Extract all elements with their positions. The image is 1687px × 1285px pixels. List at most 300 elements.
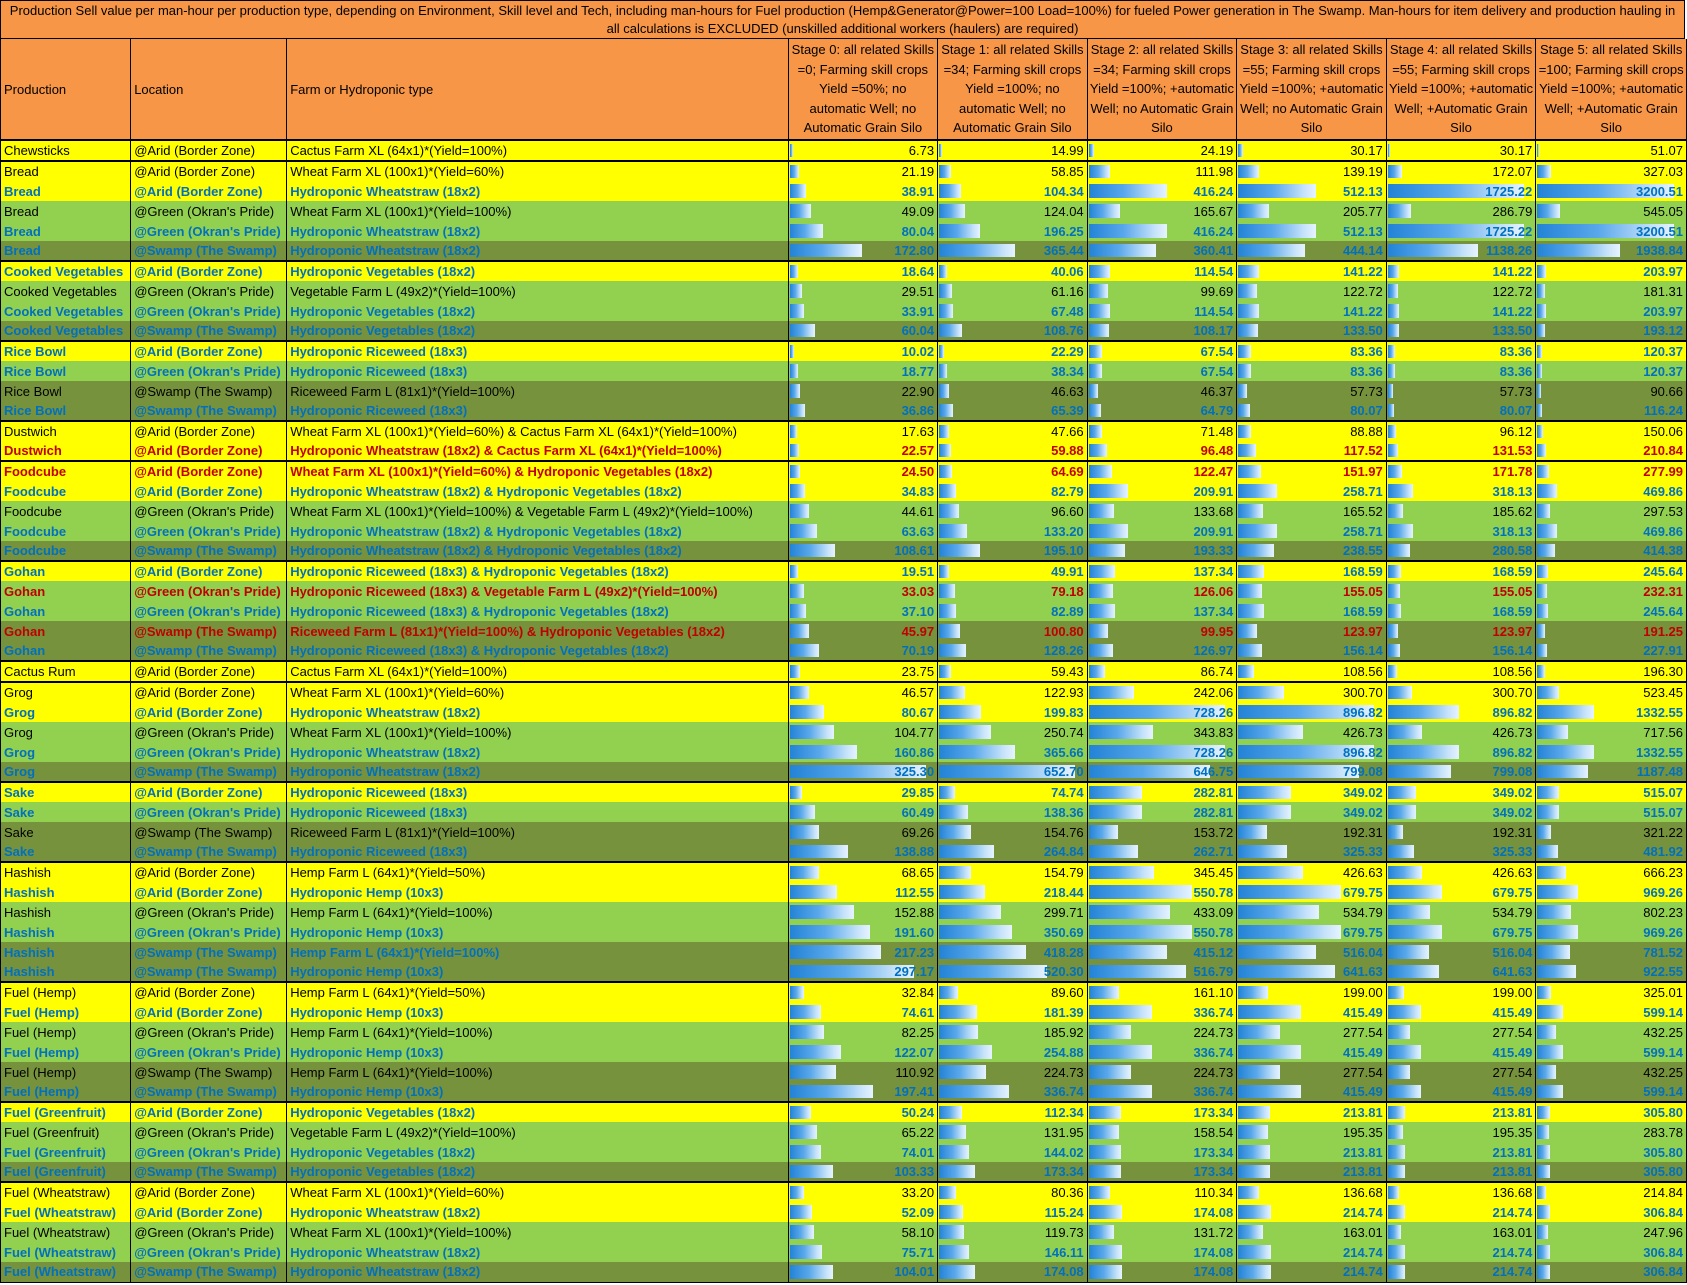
stage-5-value-cell[interactable] xyxy=(1536,641,1687,661)
stage-2-value-cell[interactable] xyxy=(1087,902,1237,922)
stage-5-value-cell[interactable] xyxy=(1536,782,1687,802)
production-cell[interactable]: Hashish xyxy=(1,882,131,902)
stage-0-value-cell[interactable] xyxy=(788,882,938,902)
farm-type-cell[interactable]: Wheat Farm XL (100x1)*(Yield=60%) xyxy=(287,161,788,181)
stage-1-value-cell[interactable] xyxy=(938,1102,1088,1122)
stage-2-value-cell[interactable] xyxy=(1087,922,1237,942)
farm-type-cell[interactable]: Wheat Farm XL (100x1)*(Yield=100%) & Vegetable Farm L (49x2)*(Yield=100%) xyxy=(287,501,788,521)
stage-5-value-cell[interactable] xyxy=(1536,882,1687,902)
stage-4-value-cell[interactable] xyxy=(1386,561,1536,581)
location-cell[interactable]: @Arid (Border Zone) xyxy=(131,862,287,882)
stage-0-value-cell[interactable] xyxy=(788,401,938,421)
stage-0-value-cell[interactable] xyxy=(788,381,938,401)
stage-3-value-cell[interactable] xyxy=(1237,201,1387,221)
farm-type-cell[interactable]: Hydroponic Wheatstraw (18x2) & Hydroponic Vegetables (18x2) xyxy=(287,481,788,501)
stage-1-value-cell[interactable] xyxy=(938,842,1088,862)
farm-type-cell[interactable]: Hydroponic Wheatstraw (18x2) xyxy=(287,181,788,201)
stage-0-value-cell[interactable] xyxy=(788,641,938,661)
location-cell[interactable]: @Arid (Border Zone) xyxy=(131,782,287,802)
farm-type-cell[interactable]: Hydroponic Hemp (10x3) xyxy=(287,962,788,982)
stage-0-value-cell[interactable] xyxy=(788,241,938,261)
farm-type-cell[interactable]: Cactus Farm XL (64x1)*(Yield=100%) xyxy=(287,140,788,161)
stage-5-value-cell[interactable] xyxy=(1536,361,1687,381)
stage-2-value-cell[interactable] xyxy=(1087,581,1237,601)
stage-0-value-cell[interactable] xyxy=(788,1062,938,1082)
stage-4-value-cell[interactable] xyxy=(1386,341,1536,361)
stage-2-value-cell[interactable] xyxy=(1087,521,1237,541)
production-cell[interactable]: Fuel (Greenfruit) xyxy=(1,1142,131,1162)
stage-5-value-cell[interactable] xyxy=(1536,1062,1687,1082)
stage-1-value-cell[interactable] xyxy=(938,942,1088,962)
stage-2-value-cell[interactable] xyxy=(1087,1062,1237,1082)
farm-type-cell[interactable]: Wheat Farm XL (100x1)*(Yield=100%) xyxy=(287,1222,788,1242)
stage-3-value-cell[interactable] xyxy=(1237,802,1387,822)
stage-3-value-cell[interactable] xyxy=(1237,481,1387,501)
production-cell[interactable]: Gohan xyxy=(1,581,131,601)
stage-4-value-cell[interactable] xyxy=(1386,381,1536,401)
stage-1-value-cell[interactable] xyxy=(938,1082,1088,1102)
farm-type-cell[interactable]: Hydroponic Wheatstraw (18x2) & Hydroponic Vegetables (18x2) xyxy=(287,521,788,541)
production-cell[interactable]: Fuel (Wheatstraw) xyxy=(1,1182,131,1202)
location-cell[interactable]: @Arid (Border Zone) xyxy=(131,161,287,181)
production-cell[interactable]: Fuel (Hemp) xyxy=(1,1022,131,1042)
stage-2-value-cell[interactable] xyxy=(1087,942,1237,962)
stage-5-value-cell[interactable] xyxy=(1536,1002,1687,1022)
production-cell[interactable]: Hashish xyxy=(1,862,131,882)
stage-3-value-cell[interactable] xyxy=(1237,722,1387,742)
stage-1-value-cell[interactable] xyxy=(938,441,1088,461)
farm-type-cell[interactable]: Vegetable Farm L (49x2)*(Yield=100%) xyxy=(287,1122,788,1142)
stage-4-value-cell[interactable] xyxy=(1386,221,1536,241)
farm-type-cell[interactable]: Wheat Farm XL (100x1)*(Yield=100%) xyxy=(287,201,788,221)
location-cell[interactable]: @Arid (Border Zone) xyxy=(131,1102,287,1122)
stage-3-value-cell[interactable] xyxy=(1237,1182,1387,1202)
stage-5-value-cell[interactable] xyxy=(1536,922,1687,942)
stage-4-value-cell[interactable] xyxy=(1386,1262,1536,1282)
production-cell[interactable]: Hashish xyxy=(1,902,131,922)
stage-0-value-cell[interactable] xyxy=(788,1162,938,1182)
stage-4-value-cell[interactable] xyxy=(1386,922,1536,942)
stage-2-value-cell[interactable] xyxy=(1087,321,1237,341)
location-cell[interactable]: @Green (Okran's Pride) xyxy=(131,581,287,601)
stage-5-value-cell[interactable] xyxy=(1536,702,1687,722)
stage-0-value-cell[interactable] xyxy=(788,441,938,461)
stage-4-value-cell[interactable] xyxy=(1386,1062,1536,1082)
stage-2-value-cell[interactable] xyxy=(1087,261,1237,281)
stage-2-value-cell[interactable] xyxy=(1087,1222,1237,1242)
stage-2-value-cell[interactable] xyxy=(1087,682,1237,702)
stage-5-value-cell[interactable] xyxy=(1536,1142,1687,1162)
stage-2-value-cell[interactable] xyxy=(1087,481,1237,501)
farm-type-cell[interactable]: Hydroponic Riceweed (18x3) & Hydroponic Vegetables (18x2) xyxy=(287,601,788,621)
stage-5-value-cell[interactable] xyxy=(1536,762,1687,782)
stage-3-value-cell[interactable] xyxy=(1237,601,1387,621)
stage-1-value-cell[interactable] xyxy=(938,621,1088,641)
stage-2-value-cell[interactable] xyxy=(1087,1182,1237,1202)
production-cell[interactable]: Bread xyxy=(1,161,131,181)
farm-type-cell[interactable]: Hydroponic Wheatstraw (18x2) & Hydroponic Vegetables (18x2) xyxy=(287,541,788,561)
stage-1-value-cell[interactable] xyxy=(938,1002,1088,1022)
stage-2-value-cell[interactable] xyxy=(1087,1162,1237,1182)
production-cell[interactable]: Gohan xyxy=(1,641,131,661)
stage-4-value-cell[interactable] xyxy=(1386,541,1536,561)
location-cell[interactable]: @Arid (Border Zone) xyxy=(131,982,287,1002)
location-cell[interactable]: @Green (Okran's Pride) xyxy=(131,722,287,742)
location-cell[interactable]: @Arid (Border Zone) xyxy=(131,561,287,581)
stage-2-value-cell[interactable] xyxy=(1087,401,1237,421)
stage-1-value-cell[interactable] xyxy=(938,481,1088,501)
stage-4-value-cell[interactable] xyxy=(1386,1202,1536,1222)
stage-1-value-cell[interactable] xyxy=(938,521,1088,541)
location-cell[interactable]: @Green (Okran's Pride) xyxy=(131,501,287,521)
stage-1-value-cell[interactable] xyxy=(938,161,1088,181)
production-cell[interactable]: Fuel (Hemp) xyxy=(1,1062,131,1082)
stage-0-value-cell[interactable] xyxy=(788,140,938,161)
farm-type-cell[interactable]: Hydroponic Vegetables (18x2) xyxy=(287,1162,788,1182)
stage-2-value-cell[interactable] xyxy=(1087,281,1237,301)
stage-5-value-cell[interactable] xyxy=(1536,1082,1687,1102)
farm-type-cell[interactable]: Vegetable Farm L (49x2)*(Yield=100%) xyxy=(287,281,788,301)
stage-3-value-cell[interactable] xyxy=(1237,1002,1387,1022)
production-cell[interactable]: Fuel (Wheatstraw) xyxy=(1,1242,131,1262)
stage-2-value-cell[interactable] xyxy=(1087,381,1237,401)
location-cell[interactable]: @Swamp (The Swamp) xyxy=(131,1062,287,1082)
stage-2-value-cell[interactable] xyxy=(1087,341,1237,361)
location-cell[interactable]: @Green (Okran's Pride) xyxy=(131,1222,287,1242)
stage-5-value-cell[interactable] xyxy=(1536,1222,1687,1242)
stage-3-value-cell[interactable] xyxy=(1237,521,1387,541)
production-cell[interactable]: Bread xyxy=(1,181,131,201)
stage-2-value-cell[interactable] xyxy=(1087,1082,1237,1102)
stage-3-value-cell[interactable] xyxy=(1237,501,1387,521)
stage-1-value-cell[interactable] xyxy=(938,862,1088,882)
stage-2-value-cell[interactable] xyxy=(1087,1102,1237,1122)
stage-3-value-cell[interactable] xyxy=(1237,441,1387,461)
location-cell[interactable]: @Swamp (The Swamp) xyxy=(131,1082,287,1102)
stage-5-value-cell[interactable] xyxy=(1536,1262,1687,1282)
farm-type-cell[interactable]: Hydroponic Riceweed (18x3) xyxy=(287,802,788,822)
production-cell[interactable]: Gohan xyxy=(1,621,131,641)
stage-4-value-cell[interactable] xyxy=(1386,241,1536,261)
stage-0-value-cell[interactable] xyxy=(788,942,938,962)
stage-3-value-cell[interactable] xyxy=(1237,842,1387,862)
farm-type-cell[interactable]: Hydroponic Riceweed (18x3) xyxy=(287,842,788,862)
location-cell[interactable]: @Green (Okran's Pride) xyxy=(131,1242,287,1262)
production-cell[interactable]: Sake xyxy=(1,822,131,842)
stage-2-value-cell[interactable] xyxy=(1087,621,1237,641)
production-cell[interactable]: Grog xyxy=(1,702,131,722)
farm-type-cell[interactable]: Hydroponic Riceweed (18x3) xyxy=(287,341,788,361)
stage-1-value-cell[interactable] xyxy=(938,541,1088,561)
location-cell[interactable]: @Arid (Border Zone) xyxy=(131,181,287,201)
production-cell[interactable]: Rice Bowl xyxy=(1,361,131,381)
stage-5-value-cell[interactable] xyxy=(1536,201,1687,221)
stage-1-value-cell[interactable] xyxy=(938,241,1088,261)
location-cell[interactable]: @Arid (Border Zone) xyxy=(131,1182,287,1202)
stage-1-value-cell[interactable] xyxy=(938,461,1088,481)
stage-3-value-cell[interactable] xyxy=(1237,922,1387,942)
location-cell[interactable]: @Swamp (The Swamp) xyxy=(131,321,287,341)
location-cell[interactable]: @Green (Okran's Pride) xyxy=(131,742,287,762)
stage-0-value-cell[interactable] xyxy=(788,1082,938,1102)
stage-0-value-cell[interactable] xyxy=(788,341,938,361)
stage-3-value-cell[interactable] xyxy=(1237,902,1387,922)
stage-4-value-cell[interactable] xyxy=(1386,1222,1536,1242)
stage-0-value-cell[interactable] xyxy=(788,281,938,301)
location-cell[interactable]: @Arid (Border Zone) xyxy=(131,481,287,501)
stage-1-value-cell[interactable] xyxy=(938,381,1088,401)
stage-1-value-cell[interactable] xyxy=(938,401,1088,421)
production-cell[interactable]: Foodcube xyxy=(1,521,131,541)
stage-3-value-cell[interactable] xyxy=(1237,782,1387,802)
farm-type-cell[interactable]: Hydroponic Vegetables (18x2) xyxy=(287,321,788,341)
stage-1-value-cell[interactable] xyxy=(938,682,1088,702)
location-cell[interactable]: @Swamp (The Swamp) xyxy=(131,942,287,962)
stage-5-value-cell[interactable] xyxy=(1536,241,1687,261)
stage-2-value-cell[interactable] xyxy=(1087,722,1237,742)
stage-4-value-cell[interactable] xyxy=(1386,1182,1536,1202)
farm-type-cell[interactable]: Hemp Farm L (64x1)*(Yield=100%) xyxy=(287,942,788,962)
production-cell[interactable]: Fuel (Hemp) xyxy=(1,1082,131,1102)
stage-2-value-cell[interactable] xyxy=(1087,742,1237,762)
stage-4-value-cell[interactable] xyxy=(1386,661,1536,682)
stage-5-value-cell[interactable] xyxy=(1536,682,1687,702)
stage-2-value-cell[interactable] xyxy=(1087,1022,1237,1042)
stage-0-value-cell[interactable] xyxy=(788,1182,938,1202)
stage-2-value-cell[interactable] xyxy=(1087,241,1237,261)
stage-1-value-cell[interactable] xyxy=(938,281,1088,301)
stage-4-value-cell[interactable] xyxy=(1386,962,1536,982)
stage-4-value-cell[interactable] xyxy=(1386,822,1536,842)
production-cell[interactable]: Cooked Vegetables xyxy=(1,281,131,301)
production-cell[interactable]: Gohan xyxy=(1,601,131,621)
production-cell[interactable]: Fuel (Wheatstraw) xyxy=(1,1262,131,1282)
farm-type-cell[interactable]: Hydroponic Vegetables (18x2) xyxy=(287,301,788,321)
stage-2-value-cell[interactable] xyxy=(1087,421,1237,441)
stage-2-value-cell[interactable] xyxy=(1087,661,1237,682)
stage-3-value-cell[interactable] xyxy=(1237,401,1387,421)
stage-5-value-cell[interactable] xyxy=(1536,401,1687,421)
stage-2-value-cell[interactable] xyxy=(1087,161,1237,181)
stage-3-value-cell[interactable] xyxy=(1237,942,1387,962)
stage-3-value-cell[interactable] xyxy=(1237,221,1387,241)
stage-5-value-cell[interactable] xyxy=(1536,942,1687,962)
stage-2-value-cell[interactable] xyxy=(1087,1002,1237,1022)
farm-type-cell[interactable]: Hydroponic Wheatstraw (18x2) xyxy=(287,221,788,241)
stage-1-value-cell[interactable] xyxy=(938,321,1088,341)
stage-1-value-cell[interactable] xyxy=(938,1222,1088,1242)
stage-5-value-cell[interactable] xyxy=(1536,621,1687,641)
stage-3-value-cell[interactable] xyxy=(1237,1262,1387,1282)
stage-0-value-cell[interactable] xyxy=(788,181,938,201)
stage-0-value-cell[interactable] xyxy=(788,161,938,181)
stage-5-value-cell[interactable] xyxy=(1536,982,1687,1002)
production-cell[interactable]: Fuel (Hemp) xyxy=(1,982,131,1002)
stage-0-value-cell[interactable] xyxy=(788,722,938,742)
stage-0-value-cell[interactable] xyxy=(788,561,938,581)
production-cell[interactable]: Hashish xyxy=(1,942,131,962)
farm-type-cell[interactable]: Cactus Farm XL (64x1)*(Yield=100%) xyxy=(287,661,788,682)
stage-3-value-cell[interactable] xyxy=(1237,1222,1387,1242)
production-cell[interactable]: Grog xyxy=(1,742,131,762)
stage-2-value-cell[interactable] xyxy=(1087,1262,1237,1282)
stage-0-value-cell[interactable] xyxy=(788,321,938,341)
production-cell[interactable]: Fuel (Greenfruit) xyxy=(1,1162,131,1182)
stage-2-value-cell[interactable] xyxy=(1087,181,1237,201)
stage-4-value-cell[interactable] xyxy=(1386,481,1536,501)
stage-5-value-cell[interactable] xyxy=(1536,742,1687,762)
stage-0-value-cell[interactable] xyxy=(788,802,938,822)
stage-1-value-cell[interactable] xyxy=(938,221,1088,241)
stage-4-value-cell[interactable] xyxy=(1386,601,1536,621)
production-cell[interactable]: Grog xyxy=(1,762,131,782)
stage-4-value-cell[interactable] xyxy=(1386,421,1536,441)
stage-0-value-cell[interactable] xyxy=(788,1142,938,1162)
stage-3-value-cell[interactable] xyxy=(1237,822,1387,842)
stage-3-value-cell[interactable] xyxy=(1237,421,1387,441)
farm-type-cell[interactable]: Hydroponic Riceweed (18x3) xyxy=(287,361,788,381)
farm-type-cell[interactable]: Hydroponic Wheatstraw (18x2) xyxy=(287,702,788,722)
stage-2-value-cell[interactable] xyxy=(1087,702,1237,722)
stage-2-value-cell[interactable] xyxy=(1087,1202,1237,1222)
stage-4-value-cell[interactable] xyxy=(1386,882,1536,902)
stage-5-value-cell[interactable] xyxy=(1536,842,1687,862)
location-cell[interactable]: @Green (Okran's Pride) xyxy=(131,902,287,922)
stage-2-value-cell[interactable] xyxy=(1087,501,1237,521)
stage-3-value-cell[interactable] xyxy=(1237,1162,1387,1182)
stage-1-value-cell[interactable] xyxy=(938,882,1088,902)
production-cell[interactable]: Grog xyxy=(1,722,131,742)
production-cell[interactable]: Fuel (Hemp) xyxy=(1,1002,131,1022)
production-cell[interactable]: Bread xyxy=(1,201,131,221)
stage-5-value-cell[interactable] xyxy=(1536,181,1687,201)
stage-5-value-cell[interactable] xyxy=(1536,541,1687,561)
stage-2-value-cell[interactable] xyxy=(1087,441,1237,461)
production-cell[interactable]: Cooked Vegetables xyxy=(1,261,131,281)
production-cell[interactable]: Foodcube xyxy=(1,541,131,561)
location-cell[interactable]: @Green (Okran's Pride) xyxy=(131,221,287,241)
stage-3-value-cell[interactable] xyxy=(1237,140,1387,161)
production-cell[interactable]: Gohan xyxy=(1,561,131,581)
stage-5-value-cell[interactable] xyxy=(1536,1202,1687,1222)
stage-4-value-cell[interactable] xyxy=(1386,842,1536,862)
stage-0-value-cell[interactable] xyxy=(788,782,938,802)
stage-1-value-cell[interactable] xyxy=(938,661,1088,682)
stage-4-value-cell[interactable] xyxy=(1386,762,1536,782)
stage-0-value-cell[interactable] xyxy=(788,621,938,641)
location-cell[interactable]: @Swamp (The Swamp) xyxy=(131,1162,287,1182)
stage-4-value-cell[interactable] xyxy=(1386,982,1536,1002)
stage-5-value-cell[interactable] xyxy=(1536,441,1687,461)
stage-4-value-cell[interactable] xyxy=(1386,1162,1536,1182)
stage-5-value-cell[interactable] xyxy=(1536,1182,1687,1202)
stage-4-value-cell[interactable] xyxy=(1386,682,1536,702)
stage-1-value-cell[interactable] xyxy=(938,982,1088,1002)
stage-4-value-cell[interactable] xyxy=(1386,161,1536,181)
stage-4-value-cell[interactable] xyxy=(1386,321,1536,341)
stage-0-value-cell[interactable] xyxy=(788,842,938,862)
stage-3-value-cell[interactable] xyxy=(1237,581,1387,601)
stage-2-value-cell[interactable] xyxy=(1087,862,1237,882)
stage-5-value-cell[interactable] xyxy=(1536,301,1687,321)
production-cell[interactable]: Hashish xyxy=(1,962,131,982)
stage-1-value-cell[interactable] xyxy=(938,822,1088,842)
stage-5-value-cell[interactable] xyxy=(1536,902,1687,922)
stage-2-value-cell[interactable] xyxy=(1087,882,1237,902)
production-cell[interactable]: Sake xyxy=(1,842,131,862)
location-cell[interactable]: @Green (Okran's Pride) xyxy=(131,281,287,301)
farm-type-cell[interactable]: Hydroponic Riceweed (18x3) xyxy=(287,782,788,802)
stage-4-value-cell[interactable] xyxy=(1386,1242,1536,1262)
stage-3-value-cell[interactable] xyxy=(1237,321,1387,341)
stage-4-value-cell[interactable] xyxy=(1386,301,1536,321)
stage-4-value-cell[interactable] xyxy=(1386,722,1536,742)
location-cell[interactable]: @Green (Okran's Pride) xyxy=(131,1022,287,1042)
farm-type-cell[interactable]: Hemp Farm L (64x1)*(Yield=50%) xyxy=(287,862,788,882)
stage-4-value-cell[interactable] xyxy=(1386,1122,1536,1142)
stage-0-value-cell[interactable] xyxy=(788,261,938,281)
farm-type-cell[interactable]: Riceweed Farm L (81x1)*(Yield=100%) xyxy=(287,822,788,842)
stage-5-value-cell[interactable] xyxy=(1536,421,1687,441)
stage-5-value-cell[interactable] xyxy=(1536,581,1687,601)
stage-5-value-cell[interactable] xyxy=(1536,461,1687,481)
stage-2-value-cell[interactable] xyxy=(1087,822,1237,842)
stage-2-value-cell[interactable] xyxy=(1087,842,1237,862)
farm-type-cell[interactable]: Hydroponic Vegetables (18x2) xyxy=(287,1142,788,1162)
stage-0-value-cell[interactable] xyxy=(788,742,938,762)
stage-3-value-cell[interactable] xyxy=(1237,261,1387,281)
location-cell[interactable]: @Swamp (The Swamp) xyxy=(131,641,287,661)
stage-5-value-cell[interactable] xyxy=(1536,862,1687,882)
stage-2-value-cell[interactable] xyxy=(1087,782,1237,802)
stage-0-value-cell[interactable] xyxy=(788,221,938,241)
stage-4-value-cell[interactable] xyxy=(1386,261,1536,281)
farm-type-cell[interactable]: Hydroponic Hemp (10x3) xyxy=(287,1082,788,1102)
stage-0-value-cell[interactable] xyxy=(788,1242,938,1262)
location-cell[interactable]: @Arid (Border Zone) xyxy=(131,682,287,702)
stage-5-value-cell[interactable] xyxy=(1536,561,1687,581)
stage-2-value-cell[interactable] xyxy=(1087,762,1237,782)
stage-5-value-cell[interactable] xyxy=(1536,140,1687,161)
stage-4-value-cell[interactable] xyxy=(1386,1082,1536,1102)
stage-5-value-cell[interactable] xyxy=(1536,381,1687,401)
farm-type-cell[interactable]: Wheat Farm XL (100x1)*(Yield=60%) xyxy=(287,1182,788,1202)
farm-type-cell[interactable]: Hydroponic Hemp (10x3) xyxy=(287,1042,788,1062)
stage-3-value-cell[interactable] xyxy=(1237,1122,1387,1142)
stage-4-value-cell[interactable] xyxy=(1386,862,1536,882)
stage-0-value-cell[interactable] xyxy=(788,1002,938,1022)
stage-3-value-cell[interactable] xyxy=(1237,862,1387,882)
stage-5-value-cell[interactable] xyxy=(1536,221,1687,241)
production-cell[interactable]: Sake xyxy=(1,802,131,822)
stage-5-value-cell[interactable] xyxy=(1536,962,1687,982)
stage-5-value-cell[interactable] xyxy=(1536,1102,1687,1122)
farm-type-cell[interactable]: Hemp Farm L (64x1)*(Yield=100%) xyxy=(287,1062,788,1082)
farm-type-cell[interactable]: Hydroponic Wheatstraw (18x2) xyxy=(287,762,788,782)
stage-1-value-cell[interactable] xyxy=(938,962,1088,982)
stage-3-value-cell[interactable] xyxy=(1237,1202,1387,1222)
stage-2-value-cell[interactable] xyxy=(1087,461,1237,481)
stage-3-value-cell[interactable] xyxy=(1237,381,1387,401)
stage-1-value-cell[interactable] xyxy=(938,722,1088,742)
location-cell[interactable]: @Green (Okran's Pride) xyxy=(131,601,287,621)
stage-4-value-cell[interactable] xyxy=(1386,201,1536,221)
stage-0-value-cell[interactable] xyxy=(788,1042,938,1062)
production-cell[interactable]: Sake xyxy=(1,782,131,802)
stage-3-value-cell[interactable] xyxy=(1237,661,1387,682)
stage-0-value-cell[interactable] xyxy=(788,481,938,501)
stage-0-value-cell[interactable] xyxy=(788,661,938,682)
